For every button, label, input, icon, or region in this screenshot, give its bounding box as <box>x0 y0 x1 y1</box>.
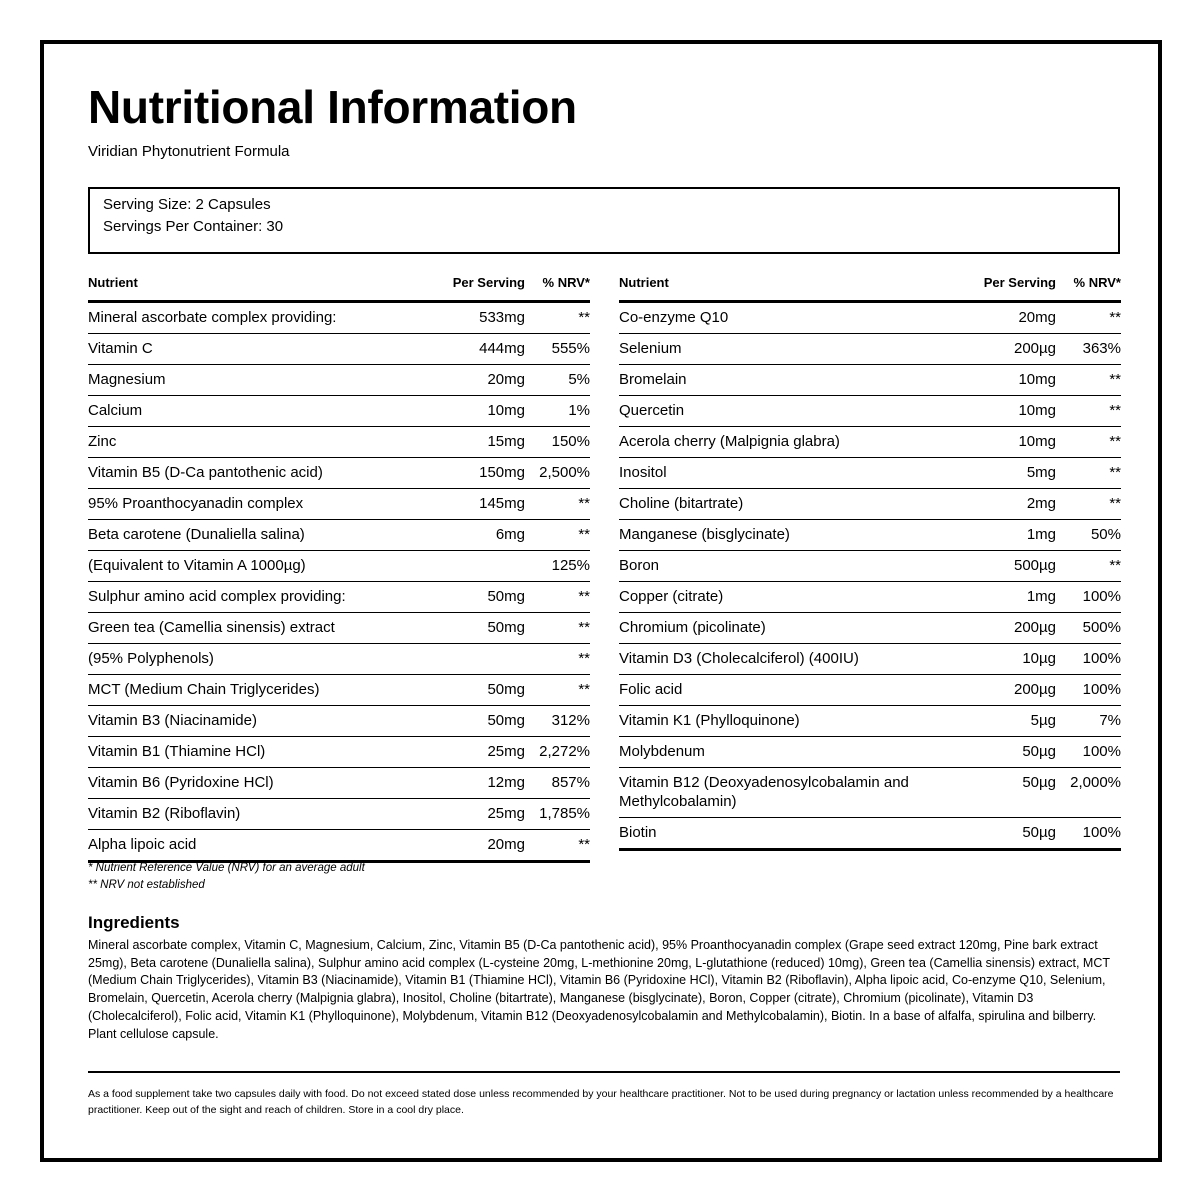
per-serving-value: 20mg <box>487 836 525 853</box>
nrv-value: 857% <box>551 774 590 791</box>
nutrient-table-left <box>88 267 590 863</box>
header-nrv: % NRV* <box>1073 275 1121 290</box>
nrv-value: 2,272% <box>539 743 590 760</box>
nutrient-name: Vitamin D3 (Cholecalciferol) (400IU) <box>619 650 859 667</box>
per-serving-value: 10mg <box>487 402 525 419</box>
ingredients-heading: Ingredients <box>88 913 180 932</box>
table-row <box>88 644 590 675</box>
table-row <box>88 365 590 396</box>
serving-info-box <box>88 187 1120 254</box>
nutrient-name: Vitamin B2 (Riboflavin) <box>88 805 241 822</box>
per-serving-value: 5µg <box>1030 712 1056 729</box>
warning-text: As a food supplement take two capsules daily with food. Do not exceed stated dose unless recommended by your healthcare practitioner. Not to be used during pregnancy or lactation unless recommended by a healthcare practitioner. Keep out of the sight and reach of children. Store in a cool dry place. <box>88 1088 1114 1116</box>
table-row <box>619 737 1121 768</box>
per-serving-value: 6mg <box>495 526 525 543</box>
per-serving-value: 50µg <box>1022 774 1056 791</box>
per-serving-value: 444mg <box>479 340 525 357</box>
table-row <box>88 768 590 799</box>
header-nutrient: Nutrient <box>619 275 669 290</box>
nrv-value: ** <box>1109 402 1121 419</box>
table-row <box>88 706 590 737</box>
table-row <box>619 427 1121 458</box>
nrv-value: ** <box>578 588 590 605</box>
nrv-value: ** <box>1109 464 1121 481</box>
nrv-value: 312% <box>551 712 590 729</box>
per-serving-value: 500µg <box>1013 557 1056 574</box>
table-row <box>88 582 590 613</box>
table-body <box>88 303 590 863</box>
per-serving-value: 50mg <box>487 619 525 636</box>
table-row <box>88 830 590 863</box>
per-serving-value: 10µg <box>1022 650 1056 667</box>
table-row <box>88 396 590 427</box>
serving-size: Serving Size: 2 Capsules <box>103 196 271 213</box>
nutrient-name: Sulphur amino acid complex providing: <box>88 588 346 605</box>
nrv-value: ** <box>578 836 590 853</box>
per-serving-value: 20mg <box>1018 309 1056 326</box>
table-row <box>619 768 1121 818</box>
nutrient-name: Vitamin B12 (Deoxyadenosylcobalamin and Methylcobalamin) <box>619 774 909 810</box>
ingredients-text: Mineral ascorbate complex, Vitamin C, Magnesium, Calcium, Zinc, Vitamin B5 (D-Ca pantothenic acid), 95% Proanthocyanadin complex (Grape seed extract 120mg, Pine bark extract 25mg), Beta carotene (Dunaliella salina), Sulphur amino acid complex (L-cysteine 20mg, L-methionine 20mg, L-glutathione (reduced) 10mg), Green tea (Camellia sinensis) extract, MCT (Medium Chain Triglycerides), Vitamin B3 (Niacinamide), Vitamin B1 (Thiamine HCl), Vitamin B6 (Pyridoxine HCl), Vitamin B2 (Riboflavin), Alpha lipoic acid, Co-enzyme Q10, Selenium, Bromelain, Quercetin, Acerola cherry (Malpignia glabra), Inositol, Choline (bitartrate), Manganese (bisglycinate), Boron, Copper (citrate), Chromium (picolinate), Vitamin D3 (Cholecalciferol), Folic acid, Vitamin K1 (Phylloquinone), Molybdenum, Vitamin B12 (Deoxyadenosylcobalamin and Methylcobalamin), Biotin. In a base of alfalfa, spirulina and bilberry. Plant cellulose capsule. <box>88 938 1110 1041</box>
nutrient-name: Boron <box>619 557 660 574</box>
table-row <box>619 489 1121 520</box>
per-serving-value: 10mg <box>1018 371 1056 388</box>
table-row <box>88 799 590 830</box>
header-per-serving: Per Serving <box>983 275 1056 290</box>
per-serving-value: 20mg <box>487 371 525 388</box>
nutrient-name: Bromelain <box>619 371 687 388</box>
per-serving-value: 200µg <box>1013 340 1056 357</box>
nutrient-name: Green tea (Camellia sinensis) extract <box>88 619 335 636</box>
nutrient-name: Manganese (bisglycinate) <box>619 526 790 543</box>
table-row <box>619 582 1121 613</box>
footnote-nrv: * Nutrient Reference Value (NRV) for an average adult <box>88 862 365 874</box>
table-header <box>619 267 1121 303</box>
table-row <box>619 458 1121 489</box>
nrv-value: 500% <box>1082 619 1121 636</box>
nutrient-name: Vitamin B5 (D-Ca pantothenic acid) <box>88 464 323 481</box>
table-row <box>88 334 590 365</box>
nutrient-name: Co-enzyme Q10 <box>619 309 729 326</box>
table-row <box>88 613 590 644</box>
nrv-value: 100% <box>1082 743 1121 760</box>
table-row <box>619 644 1121 675</box>
nutrient-name: Acerola cherry (Malpignia glabra) <box>619 433 840 450</box>
table-row <box>619 613 1121 644</box>
table-row <box>619 675 1121 706</box>
page-title: Nutritional Information <box>88 81 577 133</box>
nutrient-table-right <box>619 267 1121 851</box>
table-row <box>619 365 1121 396</box>
table-row <box>619 706 1121 737</box>
nrv-value: ** <box>578 495 590 512</box>
per-serving-value: 533mg <box>479 309 525 326</box>
nutrient-name: 95% Proanthocyanadin complex <box>88 495 304 512</box>
nrv-value: 100% <box>1082 650 1121 667</box>
nutrient-name: Molybdenum <box>619 743 705 760</box>
nutrient-name: Vitamin C <box>88 340 153 357</box>
nutrient-name: Zinc <box>88 433 117 450</box>
nutrient-name: Vitamin B3 (Niacinamide) <box>88 712 257 729</box>
nrv-value: 100% <box>1082 681 1121 698</box>
per-serving-value: 1mg <box>1026 526 1056 543</box>
table-row <box>88 675 590 706</box>
nrv-value: ** <box>1109 371 1121 388</box>
per-serving-value: 2mg <box>1026 495 1056 512</box>
table-row <box>88 427 590 458</box>
per-serving-value: 200µg <box>1013 681 1056 698</box>
table-row <box>619 334 1121 365</box>
nutrient-name: Mineral ascorbate complex providing: <box>88 309 337 326</box>
table-row <box>619 818 1121 851</box>
nrv-value: 1% <box>568 402 590 419</box>
nrv-value: ** <box>578 619 590 636</box>
header-nrv: % NRV* <box>542 275 590 290</box>
nrv-value: 7% <box>1099 712 1121 729</box>
table-row <box>619 551 1121 582</box>
per-serving-value: 50mg <box>487 681 525 698</box>
footnote-not-established: ** NRV not established <box>88 879 205 891</box>
nutrient-name: (Equivalent to Vitamin A 1000µg) <box>88 557 306 574</box>
nutrient-name: Copper (citrate) <box>619 588 724 605</box>
nrv-value: 150% <box>551 433 590 450</box>
nutrient-name: (95% Polyphenols) <box>88 650 214 667</box>
table-row <box>619 396 1121 427</box>
per-serving-value: 25mg <box>487 805 525 822</box>
per-serving-value: 200µg <box>1013 619 1056 636</box>
nrv-value: 5% <box>568 371 590 388</box>
nutrient-name: Calcium <box>88 402 143 419</box>
nutrient-name: Vitamin B6 (Pyridoxine HCl) <box>88 774 274 791</box>
table-row <box>88 458 590 489</box>
table-body <box>619 303 1121 851</box>
nutrient-name: Quercetin <box>619 402 685 419</box>
per-serving-value: 150mg <box>479 464 525 481</box>
per-serving-value: 10mg <box>1018 433 1056 450</box>
nrv-value: 555% <box>551 340 590 357</box>
nrv-value: 50% <box>1090 526 1121 543</box>
per-serving-value: 50mg <box>487 588 525 605</box>
per-serving-value: 50µg <box>1022 743 1056 760</box>
product-subtitle: Viridian Phytonutrient Formula <box>88 143 290 160</box>
divider <box>88 1071 1120 1073</box>
nutrient-name: Magnesium <box>88 371 166 388</box>
nutrient-name: Chromium (picolinate) <box>619 619 766 636</box>
nrv-value: 1,785% <box>539 805 590 822</box>
nrv-value: ** <box>1109 433 1121 450</box>
nutrient-name: Beta carotene (Dunaliella salina) <box>88 526 305 543</box>
nutrient-name: Alpha lipoic acid <box>88 836 197 853</box>
per-serving-value: 50µg <box>1022 824 1056 841</box>
table-row <box>619 303 1121 334</box>
nrv-value: ** <box>578 309 590 326</box>
nutrient-name: Biotin <box>619 824 657 841</box>
per-serving-value: 50mg <box>487 712 525 729</box>
nutrient-name: Selenium <box>619 340 682 357</box>
per-serving-value: 145mg <box>479 495 525 512</box>
nutrient-name: Vitamin B1 (Thiamine HCl) <box>88 743 266 760</box>
nrv-value: ** <box>1109 557 1121 574</box>
label-frame <box>40 40 1162 1162</box>
nrv-value: 125% <box>551 557 590 574</box>
nutrient-name: Inositol <box>619 464 667 481</box>
nrv-value: 2,500% <box>539 464 590 481</box>
table-row <box>88 303 590 334</box>
table-header <box>88 267 590 303</box>
nutrient-name: Choline (bitartrate) <box>619 495 744 512</box>
per-serving-value: 1mg <box>1026 588 1056 605</box>
per-serving-value: 12mg <box>487 774 525 791</box>
nrv-value: ** <box>578 681 590 698</box>
per-serving-value: 5mg <box>1026 464 1056 481</box>
header-nutrient: Nutrient <box>88 275 138 290</box>
header-per-serving: Per Serving <box>452 275 525 290</box>
per-serving-value: 15mg <box>487 433 525 450</box>
nrv-value: 363% <box>1082 340 1121 357</box>
table-row <box>88 551 590 582</box>
table-row <box>619 520 1121 551</box>
nrv-value: 100% <box>1082 824 1121 841</box>
nrv-value: ** <box>1109 309 1121 326</box>
table-row <box>88 737 590 768</box>
footnotes <box>88 860 365 894</box>
servings-per-container: Servings Per Container: 30 <box>103 218 284 235</box>
nrv-value: 100% <box>1082 588 1121 605</box>
nrv-value: ** <box>1109 495 1121 512</box>
nrv-value: ** <box>578 650 590 667</box>
nrv-value: 2,000% <box>1070 774 1121 791</box>
per-serving-value: 25mg <box>487 743 525 760</box>
table-row <box>88 520 590 551</box>
nrv-value: ** <box>578 526 590 543</box>
nutrient-name: MCT (Medium Chain Triglycerides) <box>88 681 320 698</box>
per-serving-value: 10mg <box>1018 402 1056 419</box>
nutrient-name: Folic acid <box>619 681 683 698</box>
table-row <box>88 489 590 520</box>
nutrient-name: Vitamin K1 (Phylloquinone) <box>619 712 800 729</box>
